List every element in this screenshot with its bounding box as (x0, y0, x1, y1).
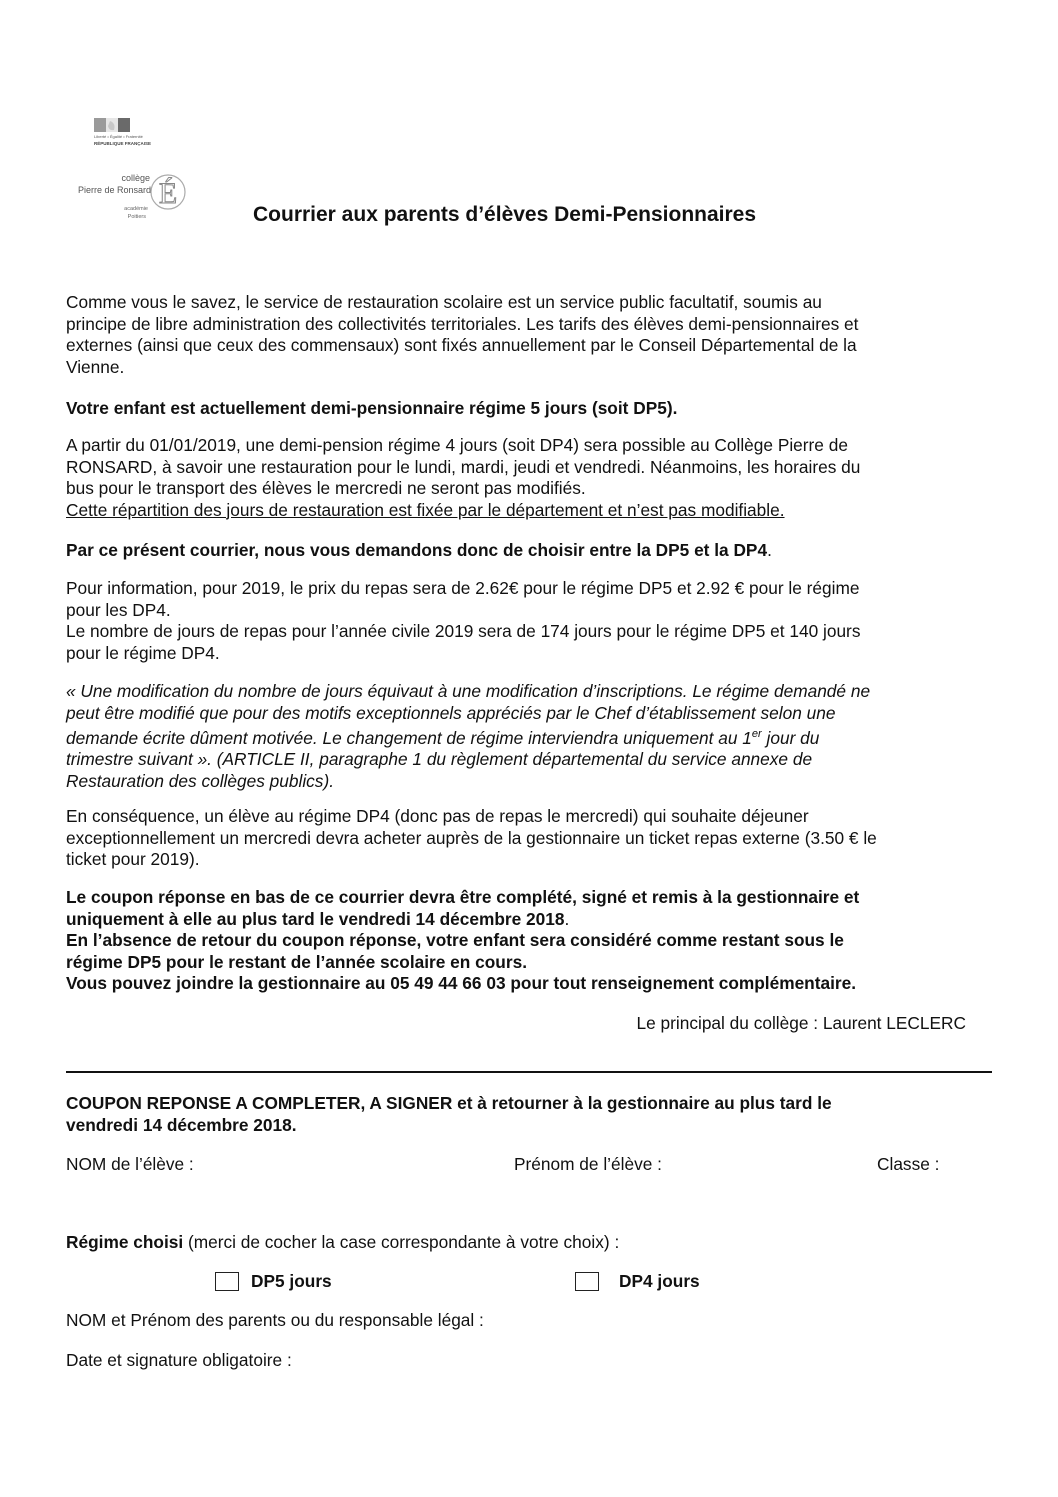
dp4-checkbox[interactable] (575, 1272, 599, 1291)
text-line: En conséquence, un élève au régime DP4 (donc pas de repas le mercredi) qui souhaite déjeuner (66, 806, 809, 826)
text-line: Votre enfant est actuellement demi-pensionnaire régime 5 jours (soit DP5). (66, 398, 678, 418)
text-line: Pour information, pour 2019, le prix du repas sera de 2.62€ pour le régime DP5 et 2.92 € pour le régime (66, 578, 860, 598)
text-line-tail: jour du (761, 727, 820, 748)
svg-text:Pierre de Ronsard: Pierre de Ronsard (77, 185, 151, 195)
text-line: principe de libre administration des collectivités territoriales. Les tarifs des élèves demi-pensionnaires et (66, 313, 859, 334)
class-field[interactable]: Classe : (877, 1154, 940, 1174)
choose-statement (66, 540, 996, 562)
college-logo (62, 166, 186, 226)
current-regime-statement (66, 398, 996, 420)
principal-signature: Le principal du collège : Laurent LECLERC (636, 1013, 966, 1033)
prices-paragraph (66, 578, 996, 664)
svg-text:collège: collège (121, 173, 150, 183)
dp4-info-paragraph (66, 435, 996, 521)
text-line: En l’absence de retour du coupon réponse, votre enfant sera considéré comme restant sous le (66, 930, 844, 950)
text-line: vendredi 14 décembre 2018. (66, 1114, 297, 1135)
regime-choice-bold: Régime choisi (66, 1232, 184, 1252)
text-line: ticket pour 2019). (66, 849, 200, 869)
text-line: A partir du 01/01/2019, une demi-pension régime 4 jours (soit DP4) sera possible au Collège Pierre de (66, 435, 848, 455)
text-line: demande écrite dûment motivée. Le changement de régime interviendra uniquement au 1 (66, 727, 752, 748)
text-line: externes (ainsi que ceux des commensaux) sont fixés annuellement par le Conseil Départemental de la (66, 335, 857, 355)
svg-text:Poitiers: Poitiers (127, 214, 146, 220)
svg-text:Liberté • Égalité • Fraternité: Liberté • Égalité • Fraternité (94, 134, 143, 139)
superscript: er (751, 728, 762, 740)
page-title: Courrier aux parents d’élèves Demi-Pensionnaires (253, 203, 757, 226)
coupon-title (66, 1093, 996, 1136)
consequence-paragraph (66, 806, 996, 871)
divider (66, 1071, 992, 1073)
text-line: Le nombre de jours de repas pour l’année civile 2019 sera de 174 jours pour le régime DP5 et 140 jours (66, 621, 861, 641)
text-line: pour les DP4. (66, 599, 171, 620)
text-line: « Une modification du nombre de jours équivaut à une modification d’inscriptions. Le régime demandé ne (66, 681, 871, 701)
text-line: exceptionnellement un mercredi devra acheter auprès de la gestionnaire un ticket repas externe (3.50 € le (66, 827, 877, 848)
text-line: peut être modifié que pour des motifs exceptionnels appréciés par le Chef d’établissement selon une (66, 702, 836, 723)
text-line: Restauration des collèges publics). (66, 770, 335, 791)
student-name-field[interactable]: NOM de l’élève : (66, 1154, 194, 1174)
republique-francaise-logo (92, 117, 154, 149)
text-line: Vienne. (66, 356, 125, 377)
parents-name-field[interactable]: NOM et Prénom des parents ou du responsable légal : (66, 1310, 484, 1330)
svg-text:É: É (158, 177, 178, 210)
dp4-option-label: DP4 jours (619, 1271, 700, 1291)
text-line: Vous pouvez joindre la gestionnaire au 05 49 44 66 03 pour tout renseignement complémentaire. (66, 973, 857, 993)
date-signature-field[interactable]: Date et signature obligatoire : (66, 1350, 292, 1370)
svg-text:académie: académie (124, 206, 148, 212)
text-line-tail: . (564, 908, 570, 929)
text-line: RONSARD, à savoir une restauration pour le lundi, mardi, jeudi et vendredi. Néanmoins, les horaires du (66, 456, 861, 477)
text-line: COUPON REPONSE A COMPLETER, A SIGNER et à retourner à la gestionnaire au plus tard le (66, 1093, 832, 1113)
choose-tail: . (767, 540, 772, 560)
regime-choice-label (66, 1232, 619, 1253)
student-firstname-field[interactable]: Prénom de l’élève : (514, 1154, 662, 1174)
regulation-quote (66, 681, 996, 792)
regime-choice-instructions: (merci de cocher la case correspondante à votre choix) : (183, 1232, 620, 1252)
text-line: Le coupon réponse en bas de ce courrier devra être complété, signé et remis à la gestionnaire et (66, 887, 860, 907)
svg-text:RÉPUBLIQUE FRANÇAISE: RÉPUBLIQUE FRANÇAISE (94, 141, 152, 146)
dp5-checkbox[interactable] (215, 1272, 239, 1291)
text-line: uniquement à elle au plus tard le vendredi 14 décembre 2018 (66, 908, 565, 929)
text-line: pour le régime DP4. (66, 642, 220, 663)
text-line: bus pour le transport des élèves le mercredi ne seront pas modifiés. (66, 478, 586, 498)
intro-paragraph (66, 292, 996, 378)
dp5-option-label: DP5 jours (251, 1271, 332, 1291)
text-line: Comme vous le savez, le service de restauration scolaire est un service public facultatif, soumis au (66, 292, 822, 312)
coupon-notice (66, 887, 996, 995)
choose-bold-text: Par ce présent courrier, nous vous demandons donc de choisir entre la DP5 et la DP4 (66, 540, 768, 560)
text-line: régime DP5 pour le restant de l’année scolaire en cours. (66, 951, 527, 972)
text-line: trimestre suivant ». (ARTICLE II, paragraphe 1 du règlement départemental du service annexe de (66, 749, 813, 770)
underlined-notice: Cette répartition des jours de restauration est fixée par le département et n’est pas modifiable. (66, 499, 785, 520)
